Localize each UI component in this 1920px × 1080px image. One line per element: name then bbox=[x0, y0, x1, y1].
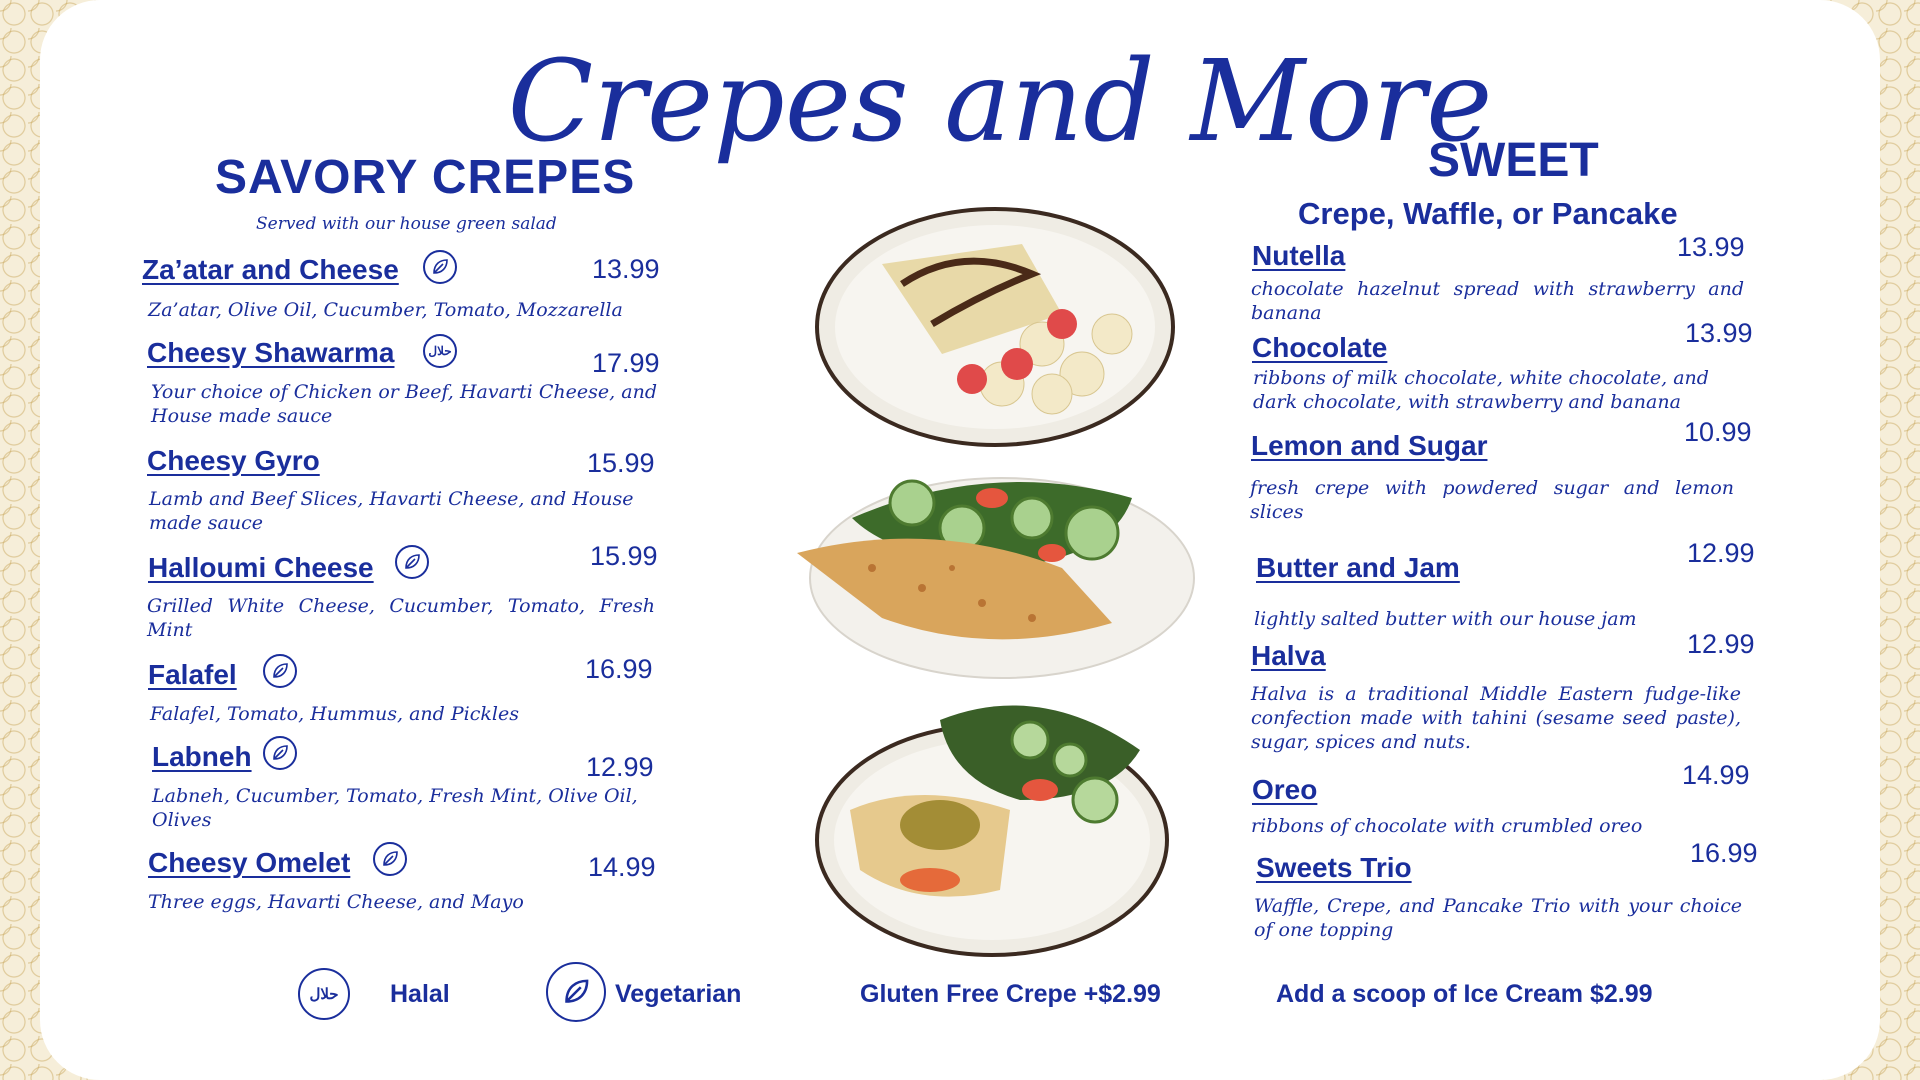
menu-item-description: chocolate hazelnut spread with strawberry and banana bbox=[1251, 278, 1744, 324]
ice-cream-note: Add a scoop of Ice Cream $2.99 bbox=[1276, 980, 1653, 1008]
legend-vegetarian: Vegetarian bbox=[615, 980, 742, 1008]
menu-item-description: Falafel, Tomato, Hummus, and Pickles bbox=[150, 703, 519, 725]
menu-item-price: 14.99 bbox=[1682, 760, 1750, 790]
menu-item-name: Za’atar and Cheese bbox=[142, 254, 399, 285]
menu-item-name: Butter and Jam bbox=[1256, 552, 1460, 583]
menu-item-price: 16.99 bbox=[1690, 838, 1758, 868]
menu-item-description: Halva is a traditional Middle Eastern fudge-like confection made with tahini (sesame seed paste), sugar, spices and nuts. bbox=[1251, 683, 1741, 753]
vegetarian-icon bbox=[395, 545, 429, 579]
sweet-subtitle: Crepe, Waffle, or Pancake bbox=[1298, 196, 1678, 231]
menu-item-description: Waffle, Crepe, and Pancake Trio with your choice of one topping bbox=[1254, 895, 1742, 941]
menu-item-price: 14.99 bbox=[588, 852, 656, 882]
menu-item-name: Falafel bbox=[148, 659, 237, 690]
savory-subtitle: Served with our house green salad bbox=[256, 214, 557, 234]
halal-badge-text: حلال bbox=[428, 344, 452, 358]
menu-item-price: 12.99 bbox=[586, 752, 654, 782]
menu-item-name: Cheesy Gyro bbox=[147, 445, 320, 476]
menu-item-price: 12.99 bbox=[1687, 538, 1755, 568]
sweet-heading: SWEET bbox=[1428, 134, 1599, 187]
menu-item-description: Labneh, Cucumber, Tomato, Fresh Mint, Olive Oil, Olives bbox=[152, 785, 638, 831]
menu-item-name: Cheesy Omelet bbox=[148, 847, 351, 878]
menu-title-text: Crepes and More bbox=[507, 37, 1493, 167]
menu-item-price: 13.99 bbox=[1677, 232, 1745, 262]
menu-item-name: Oreo bbox=[1252, 774, 1318, 805]
vegetarian-icon bbox=[263, 654, 297, 688]
menu-item-name: Labneh bbox=[152, 741, 252, 772]
menu-item-name: Chocolate bbox=[1252, 332, 1388, 363]
menu-item-price: 13.99 bbox=[592, 254, 660, 284]
menu-item-description: fresh crepe with powdered sugar and lemon slices bbox=[1250, 477, 1734, 523]
menu-item-price: 10.99 bbox=[1684, 417, 1752, 447]
vegetarian-icon bbox=[423, 250, 457, 284]
nutella-crepe-photo bbox=[812, 204, 1178, 450]
menu-item-description: Three eggs, Havarti Cheese, and Mayo bbox=[148, 891, 524, 913]
halal-badge-text: حلال bbox=[309, 986, 339, 1003]
menu-item-price: 16.99 bbox=[585, 654, 653, 684]
menu-item-description: Your choice of Chicken or Beef, Havarti Cheese, and House made sauce bbox=[151, 381, 657, 427]
menu-item-name: Halloumi Cheese bbox=[148, 552, 374, 583]
halal-icon bbox=[298, 968, 350, 1020]
menu-item-name: Lemon and Sugar bbox=[1251, 430, 1488, 461]
menu-item-name: Cheesy Shawarma bbox=[147, 337, 395, 368]
legend-halal: Halal bbox=[390, 980, 450, 1008]
menu-item-price: 12.99 bbox=[1687, 629, 1755, 659]
menu-item-name: Sweets Trio bbox=[1256, 852, 1412, 883]
menu-item-description: Lamb and Beef Slices, Havarti Cheese, and House made sauce bbox=[149, 488, 634, 534]
menu-item-price: 15.99 bbox=[587, 448, 655, 478]
wrap-crepe-salad-photo bbox=[810, 690, 1176, 960]
menu-item-name: Nutella bbox=[1252, 240, 1346, 271]
menu-item-description: ribbons of chocolate with crumbled oreo bbox=[1251, 815, 1643, 837]
menu-item-description: lightly salted butter with our house jam bbox=[1254, 608, 1637, 630]
menu-item-name: Halva bbox=[1251, 640, 1326, 671]
menu-item-description: ribbons of milk chocolate, white chocolate, and dark chocolate, with strawberry and banana bbox=[1253, 367, 1709, 413]
menu-item-price: 17.99 bbox=[592, 348, 660, 378]
menu-item-description: Grilled White Cheese, Cucumber, Tomato, Fresh Mint bbox=[147, 595, 655, 641]
vegetarian-icon bbox=[373, 842, 407, 876]
vegetarian-icon bbox=[263, 736, 297, 770]
savory-crepe-salad-photo bbox=[792, 458, 1197, 684]
gluten-free-note: Gluten Free Crepe +$2.99 bbox=[860, 980, 1161, 1008]
menu-item-price: 13.99 bbox=[1685, 318, 1753, 348]
menu-title bbox=[507, 10, 1493, 200]
vegetarian-icon bbox=[546, 962, 606, 1022]
menu-item-description: Za’atar, Olive Oil, Cucumber, Tomato, Mozzarella bbox=[148, 299, 623, 321]
menu-item-price: 15.99 bbox=[590, 541, 658, 571]
savory-heading: SAVORY CREPES bbox=[215, 151, 636, 204]
halal-icon bbox=[423, 334, 457, 368]
